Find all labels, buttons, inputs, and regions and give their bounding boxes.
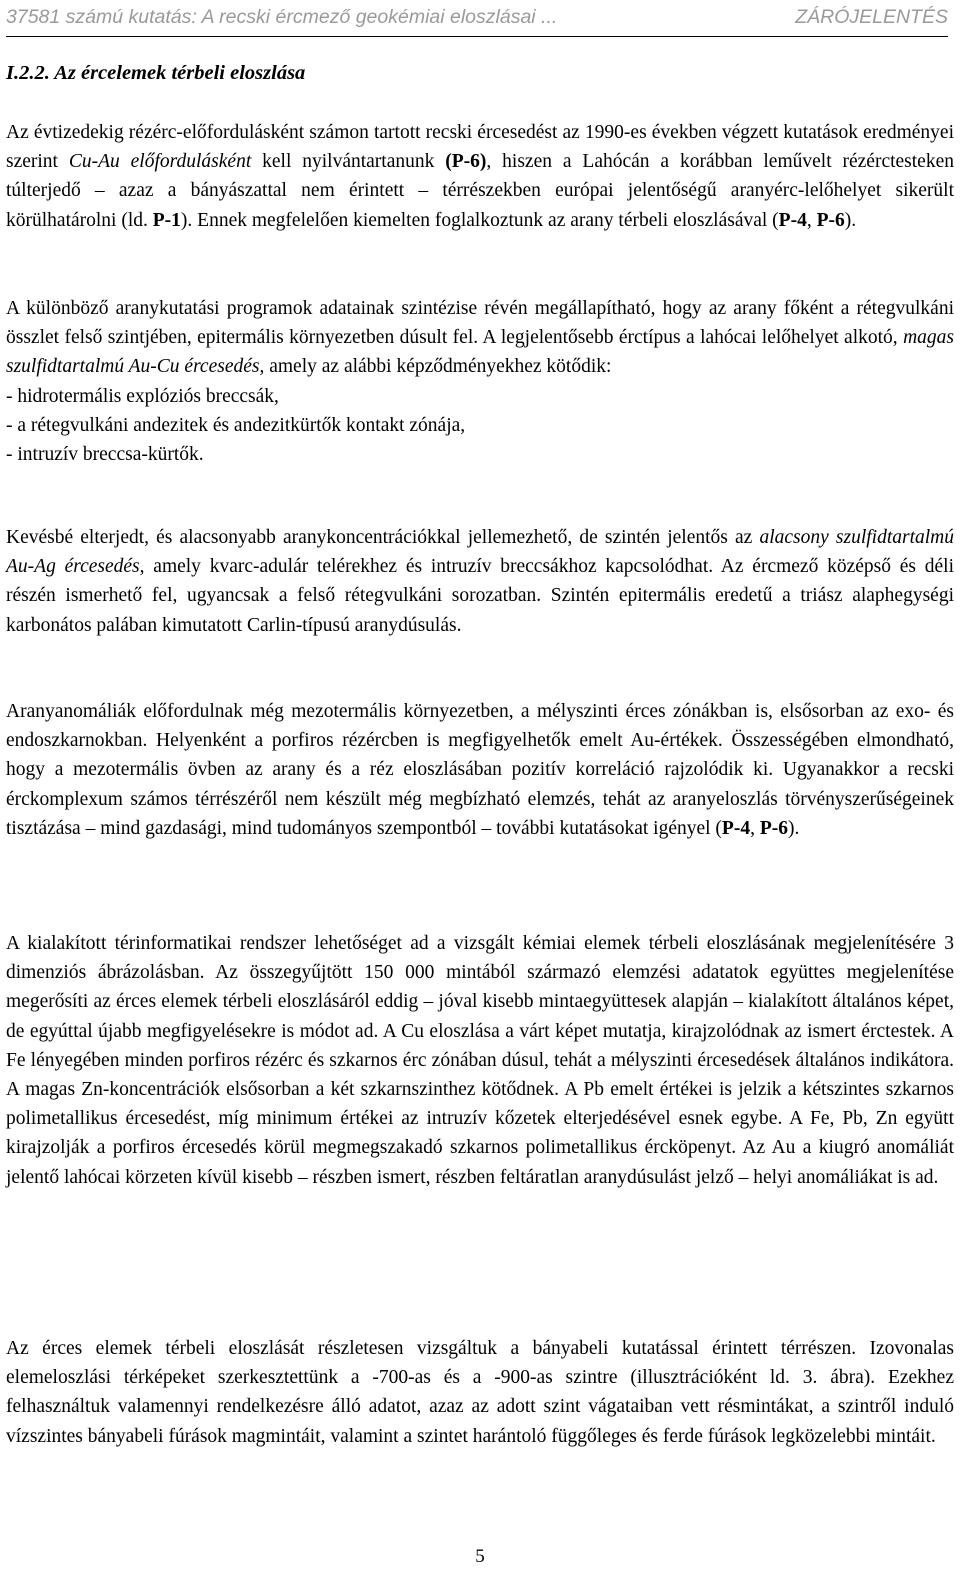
paragraph-1 [6, 118, 954, 235]
p3-text-1: Kevésbé elterjedt, és alacsonyabb aranykoncentrációkkal jellemezhető, de szintén jelentős az [6, 527, 760, 548]
p1-italic-cu-au: Cu-Au előfordulásként [68, 151, 252, 173]
p1-ref-p1: P-1 [152, 209, 181, 231]
p1-text-3: kell nyilvántartanunk [251, 151, 446, 173]
p5-text-1: A kialakított térinformatikai rendszer lehetőséget ad a vizsgált kémiai elemek térbeli eloszlásának megjelenítésére 3 dimenziós ábrázolásban. Az összegyűjtött 150 000 mintából származó elemzési adatatok együttes megjelenítése megerősíti az érces elemek térbeli eloszlásáról eddig – jóval kisebb mintaegyüttesek alapján – kialakított általános képet, de egyúttal újabb megfigyelésekre is módot ad. A Cu eloszlása a várt képet mutatja, kirajzolódnak az ismert érctestek. A Fe lényegében minden porfiros rézérc és szkarnos érc zónában dúsul, tehát a mélyszinti ércesedések általános indikátora. A magas Zn-koncentrációk elsősorban a két szkarnszinthez kötődnek. A Pb emelt értékei is jelzik a kétszintes szkarnos polimetallikus ércesedést, míg minimum értékei az intruzív kőzetek elterjedésével esnek egybe. A Fe, Pb, Zn együtt kirajzolják a porfiros ércesedés körül megmegszakadó szkarnos polimetallikus ércköpenyt. Az Au a kiugró anomáliát jelentő lahócai körzeten kívül kisebb – részben ismert, részben feltáratlan aranydúsulást jelző – helyi anomáliákat is ad. [6, 933, 954, 1188]
p1-ref-p6: (P-6) [445, 151, 487, 173]
paragraph-3 [6, 523, 954, 640]
p2-italic-ore-type: magas szulfidtartalmú Au-Cu ércesedés [6, 327, 954, 378]
paragraph-5 [6, 929, 954, 1192]
p1-ref-p4: P-4 [778, 209, 807, 231]
list-item: - a rétegvulkáni andezitek és andezitkürtők kontakt zónája, [6, 414, 466, 436]
p4-text-1: Aranyanomáliák előfordulnak még mezotermális környezetben, a mélyszinti érces zónákban is, elsősorban az exo- és endoszkarnokban. Helyenként a porfiros rézércben is megfigyelhetők emelt Au-értékek. Összességében elmondható, hogy a mezotermális övben az arany és a réz eloszlásában pozitív korreláció rajzolódik ki. Ugyanakkor a recski érckomplexum számos térrészéről nem készült még megbízható elemzés, tehát az aranyeloszlás törvényszerűségeinek tisztázása – mind gazdasági, mind tudományos szempontból – további kutatásokat igényel ( [6, 701, 954, 839]
p1-ref-p6b: P-6 [816, 209, 845, 231]
p1-text-11: ). [844, 209, 857, 231]
paragraph-4 [6, 697, 954, 843]
p4-text-3: , [750, 817, 760, 839]
p3-italic-ore-type: alacsony szulfidtartalmú Au-Ag ércesedés [6, 527, 955, 578]
p1-text-1: Az évtizedekig rézérc-előfordulásként számon tartott recski ércesedést az 1990-es években végzett kutatások eredményei szerint [6, 122, 954, 173]
p3-text-3: , amely kvarc-adulár telérekhez és intruzív breccsákhoz kapcsolódhat. Az ércmező középső és déli részén ismerhető fel, ugyancsak a felső rétegvulkáni sorozatban. Szintén epitermális eredetű a triász alaphegységi karbonátos palában kimutatott Carlin-típusú aranydúsulás. [6, 556, 954, 636]
section-title: I.2.2. Az ércelemek térbeli eloszlása [6, 62, 306, 84]
p1-text-7: ). Ennek megfelelően kiemelten foglalkoztunk az arany térbeli eloszlásával ( [180, 209, 779, 231]
p4-text-5: ). [787, 817, 800, 839]
p1-text-9: , [806, 209, 817, 231]
p6-text-1: Az érces elemek térbeli eloszlását részletesen vizsgáltuk a bányabeli kutatással érintett térrészen. Izovonalas elemeloszlási térképeket szerkesztettünk a -700-as és a -900-as szintre (illusztrációként ld. 3. ábra). Ezekhez felhasználtuk valamennyi rendelkezésre álló adatot, azaz az adott szint vágataiban vett résmintákat, a szintről induló vízszintes bányabeli fúrások magmintáit, valamint a szintet harántoló függőleges és ferde fúrások legközelebbi mintáit. [6, 1338, 954, 1447]
p2-text-3: , amely az alábbi képződményekhez kötődik: [259, 356, 612, 378]
running-header [6, 6, 948, 37]
p2-text-1: A különböző aranykutatási programok adatainak szintézise révén megállapítható, hogy az arany főként a rétegvulkáni összlet felső szintjében, epitermális környezetben dúsult fel. A legjelentősebb érctípus a lahócai lelőhelyet alkotó, [6, 298, 954, 349]
paragraph-2 [6, 294, 954, 469]
page-number: 5 [475, 1546, 485, 1567]
p4-ref-p6: P-6 [759, 817, 788, 839]
p1-text-5: , hiszen a Lahócán a korábban leművelt rézérctesteken túlterjedő – azaz a bányászattal nem érintett – térrészekben európai jelentőségű aranyérc-lelőhelyet sikerült körülhatárolni (ld. [6, 151, 954, 231]
list-item: - intruzív breccsa-kürtők. [6, 444, 204, 466]
list-item: - hidrotermális explóziós breccsák, [6, 385, 279, 407]
header-title: 37581 számú kutatás: A recski ércmező geokémiai eloszlásai ... [6, 6, 558, 28]
p4-ref-p4: P-4 [721, 817, 751, 839]
paragraph-6 [6, 1334, 954, 1451]
header-report-label: ZÁRÓJELENTÉS [795, 6, 948, 28]
